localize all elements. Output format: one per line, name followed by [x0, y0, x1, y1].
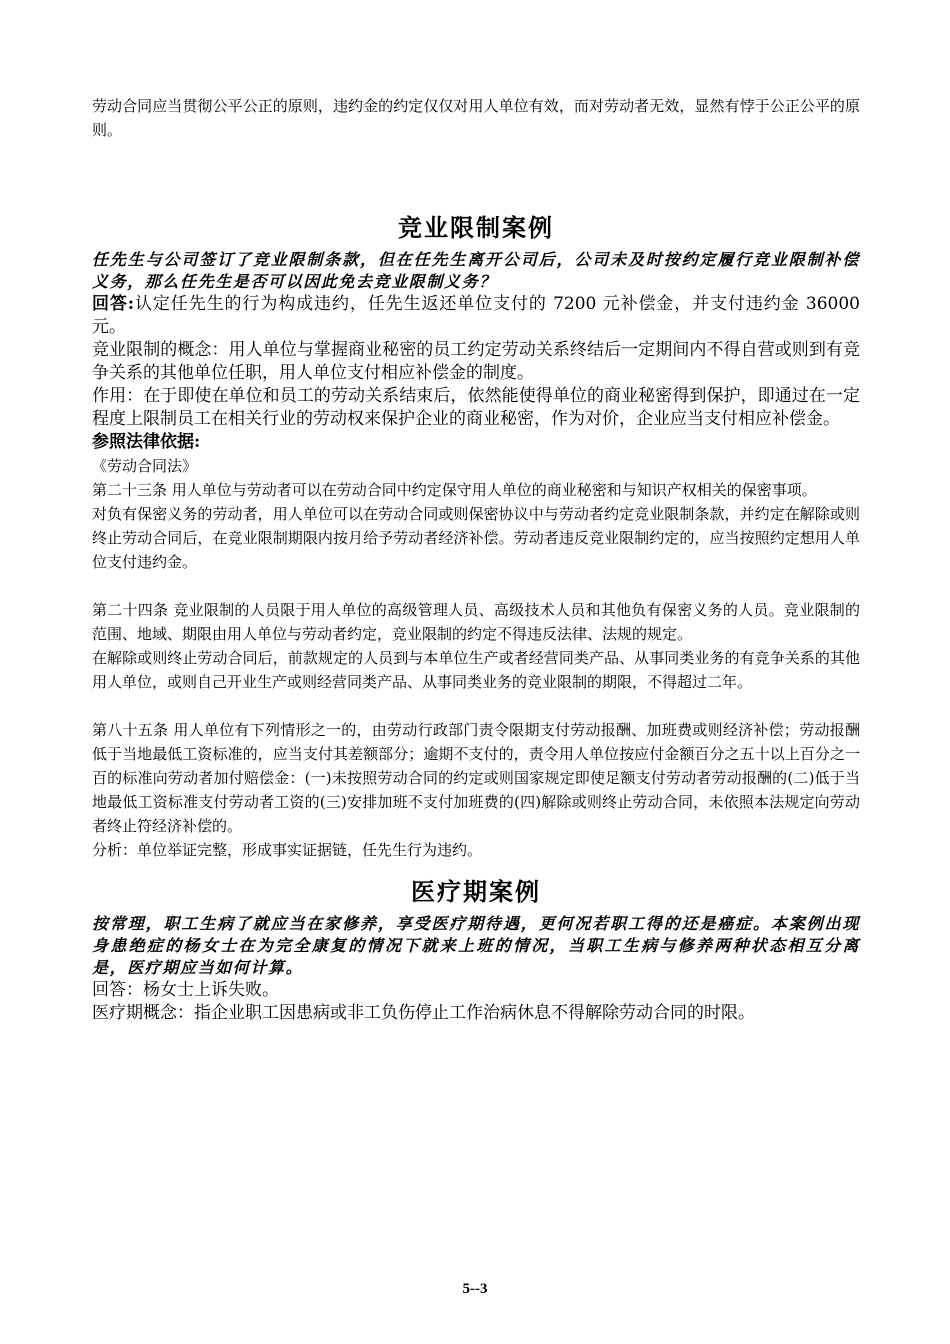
medical-answer: 回答：杨女士上诉失败。 — [92, 980, 279, 1000]
law-name: 《劳动合同法》 — [92, 457, 198, 475]
page-content — [92, 94, 860, 1025]
article-24-part1: 第二十四条 竞业限制的人员限于用人单位的高级管理人员、高级技术人员和其他负有保密义务的人员。竞业限制的范围、地域、期限由用人单位与劳动者约定，竞业限制的约定不得违反法律、法规的规定。 — [92, 601, 860, 643]
article-23-part2: 对负有保密义务的劳动者，用人单位可以在劳动合同或则保密协议中与劳动者约定竞业限制条款，并约定在解除或则终止劳动合同后，在竞业限制期限内按月给予劳动者经济补偿。劳动者违反竞业限制约定的，应当按照约定想用人单位支付违约金。 — [92, 505, 860, 571]
answer-label: 回答: — [92, 294, 135, 314]
answer-paragraph — [92, 293, 860, 339]
effect-paragraph: 作用：在于即使在单位和员工的劳动关系结束后，依然能使得单位的商业秘密得到保护，即通过在一定程度上限制员工在相关行业的劳动权来保护企业的商业秘密，作为对价，企业应当支付相应补偿金。 — [92, 386, 860, 429]
section-title-medical: 医疗期案例 — [411, 878, 541, 906]
section-title-noncompete: 竞业限制案例 — [398, 214, 554, 242]
answer-text: 认定任先生的行为构成违约，任先生返还单位支付的 7200 元补偿金，并支付违约金 36000 元。 — [92, 294, 860, 337]
article-23-part1: 第二十三条 用人单位与劳动者可以在劳动合同中约定保守用人单位的商业秘密和与知识产权相关的保密事项。 — [92, 481, 817, 499]
intro-paragraph: 劳动合同应当贯彻公平公正的原则，违约金的约定仅仅对用人单位有效，而对劳动者无效，显然有悖于公正公平的原则。 — [92, 97, 860, 139]
case-question-noncompete: 任先生与公司签订了竞业限制条款，但在任先生离开公司后，公司未及时按约定履行竞业限制补偿义务，那么任先生是否可以因此免去竞业限制义务？ — [92, 250, 860, 291]
case-question-medical: 按常理，职工生病了就应当在家修养，享受医疗期待遇，更何况若职工得的还是癌症。本案例出现身患绝症的杨女士在为完全康复的情况下就来上班的情况，当职工生病与修养两种状态相互分离是，医疗期应当如何计算。 — [92, 914, 860, 977]
medical-concept: 医疗期概念：指企业职工因患病或非工负伤停止工作治病休息不得解除劳动合同的时限。 — [92, 1003, 755, 1023]
concept-paragraph: 竞业限制的概念：用人单位与掌握商业秘密的员工约定劳动关系终结后一定期间内不得自营或则到有竞争关系的其他单位任职，用人单位支付相应补偿金的制度。 — [92, 340, 860, 383]
article-85: 第八十五条 用人单位有下列情形之一的，由劳动行政部门责令限期支付劳动报酬、加班费或则经济补偿；劳动报酬低于当地最低工资标准的，应当支付其差额部分；逾期不支付的，责令用人单位按应付金额百分之五十以上百分之一百的标准向劳动者加付赔偿金：(一)未按照劳动合同的约定或则国家规定即使足额支付劳动者劳动报酬的(二)低于当地最低工资标准支付劳动者工资的(三)安排加班不支付加班费的(四)解除或则终止劳动合同，未依照本法规定向劳动者终止符经济补偿的。 — [92, 721, 860, 835]
page-number: 5--3 — [462, 1281, 488, 1297]
legal-basis-heading: 参照法律依据: — [92, 432, 201, 452]
analysis-paragraph: 分析：单位举证完整，形成事实证据链，任先生行为违约。 — [92, 841, 483, 859]
article-24-part2: 在解除或则终止劳动合同后，前款规定的人员到与本单位生产或者经营同类产品、从事同类业务的有竞争关系的其他用人单位，或则自己开业生产或则经营同类产品、从事同类业务的竞业限制的期限，不得超过二年。 — [92, 649, 860, 691]
